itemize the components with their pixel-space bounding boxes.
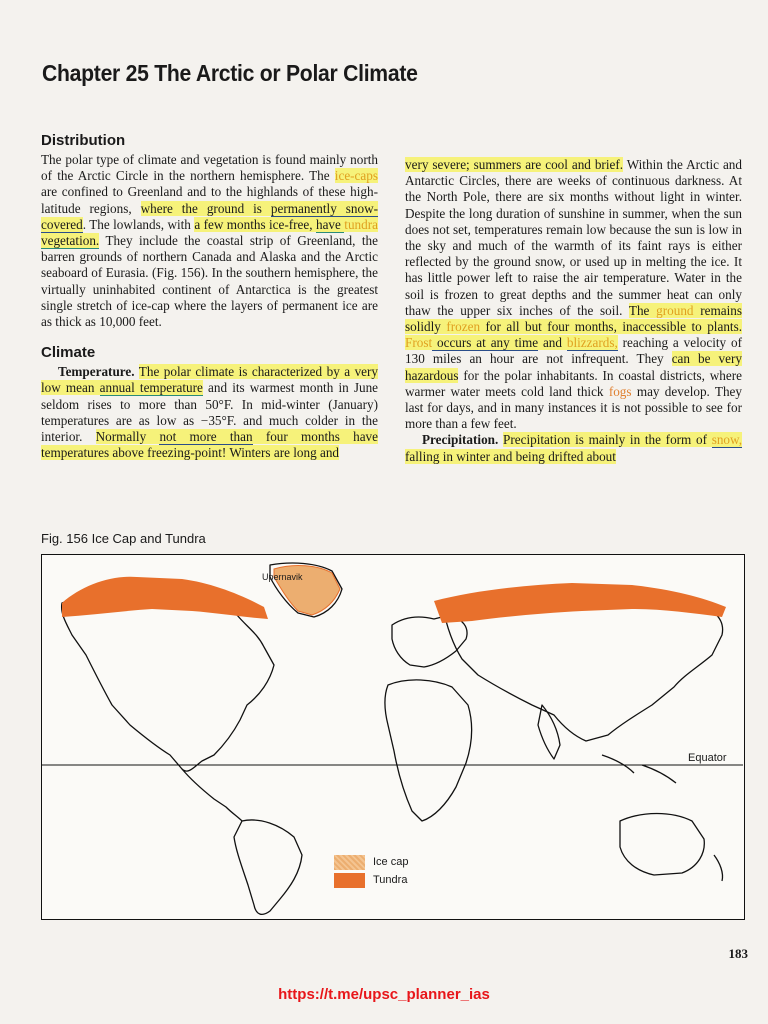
text-run: are confined to Greenland and to the highlands of these high-latitude regions, — [41, 184, 378, 216]
highlighted-text: four months have temperatures above freezing-point! Winters are long and — [41, 429, 379, 461]
highlighted-term: ice-caps — [334, 168, 378, 184]
highlighted-text: a few months ice-free, — [194, 216, 316, 232]
tundra-north-america — [62, 577, 268, 619]
underlined-text: have — [315, 216, 345, 232]
highlighted-text: very severe; summers are cool and brief. — [405, 157, 624, 172]
highlighted-text: Normally — [95, 429, 160, 445]
underlined-text: annual temperature — [99, 380, 203, 396]
equator-label: Equator — [688, 752, 727, 764]
text-run: for the polar inhabitants. In coastal districts, where warmer water meets cold land thick — [405, 367, 742, 399]
highlighted-term: ground — [656, 302, 694, 318]
tundra-swatch — [334, 873, 365, 888]
underlined-text: vegetation. — [41, 233, 100, 249]
text-run: They include the coastal strip of Greenland, the barren grounds of northern Canada and Alaska and the Arctic seaboard of Eurasia. (Fig. 156). In the southern hemisphere, the virtually uninhabited continent of Antarctica is the greatest single stretch of ice-cap where the layers of permanent ice are as thick as 10,000 feet. — [41, 233, 378, 330]
legend-label: Ice cap — [373, 856, 409, 868]
precipitation-paragraph — [405, 432, 742, 464]
legend-item-ice-cap — [334, 853, 408, 871]
legend-label: Tundra — [373, 874, 408, 886]
ice-cap-swatch — [334, 855, 365, 870]
highlighted-term: Frost — [405, 335, 433, 351]
figure-caption: Fig. 156 Ice Cap and Tundra — [41, 531, 206, 546]
temperature-paragraph — [41, 364, 378, 461]
highlighted-term: blizzards, — [566, 335, 618, 351]
tundra-eurasia — [434, 583, 726, 623]
highlighted-text: of — [696, 432, 712, 448]
left-column — [41, 132, 378, 461]
distribution-heading: Distribution — [41, 132, 126, 149]
world-map-figure — [41, 554, 745, 920]
europe-outline — [392, 615, 467, 667]
highlighted-text: for all but four months, inaccessible to plants. — [480, 319, 743, 335]
highlighted-text: can be very hazardous — [405, 351, 742, 383]
highlighted-text: falling in winter and being drifted about — [405, 448, 616, 464]
right-column — [405, 157, 742, 465]
temperature-label: Temperature. — [58, 364, 135, 380]
climate-continued-paragraph — [405, 157, 742, 432]
highlighted-text: remains solidly — [405, 302, 742, 335]
highlighted-text: The — [628, 302, 657, 318]
footer-link[interactable]: https://t.me/upsc_planner_ias — [278, 986, 490, 1003]
text-run: and its warmest month in June seldom rises to more than 50°F. In mid-winter (January) temperatures are as low as −35°F. and much colder in the interior. — [41, 380, 379, 445]
map-legend — [334, 853, 408, 889]
underlined-text: permanently snow-covered — [41, 200, 379, 232]
highlighted-text: Precipitation is mainly in the form — [503, 432, 697, 448]
distribution-paragraph — [41, 152, 378, 330]
text-run: may develop. They last for days, and in many instances it is not possible to see for more than a few feet. — [405, 383, 742, 432]
climate-heading: Climate — [41, 344, 96, 362]
southeast-asia-islands — [602, 755, 676, 783]
north-america-outline — [62, 594, 274, 771]
highlighted-text: The polar climate is characterized by a very low mean — [41, 364, 378, 396]
new-zealand-outline — [714, 855, 723, 881]
australia-outline — [620, 814, 704, 876]
highlighted-term: fogs — [608, 383, 632, 399]
page-number: 183 — [728, 946, 748, 961]
highlighted-term: snow, — [711, 432, 742, 448]
text-run: Within the Arctic and Antarctic Circles, there are weeks of continuous darkness. At the North Pole, there are six months without light in winter. Despite the long duration of sunshine in summer, when the sun does not set, temperatures remain low because the sun is low in the sky and much of the warmth of its faint rays is either reflected by the ground snow, or used up in melting the ice. It has little power left to raise the air temperature. Water in the soil is frozen to great depths and the summer heat can only thaw the upper six inches of the soil. — [405, 157, 742, 318]
underlined-text: not more than — [159, 429, 253, 445]
text-run: The polar type of climate and vegetation is found mainly north of the Arctic Circle in the northern hemisphere. The — [41, 152, 378, 184]
precipitation-label: Precipitation. — [422, 432, 499, 448]
text-run: reaching a velocity of 130 miles an hour are not infrequent. They — [405, 335, 743, 367]
legend-item-tundra — [334, 871, 408, 889]
underlined-text: occurs at any time — [432, 335, 539, 351]
chapter-title: Chapter 25 The Arctic or Polar Climate — [42, 60, 418, 86]
highlighted-term: tundra — [344, 216, 378, 232]
africa-outline — [385, 680, 472, 821]
text-run: . The lowlands, with — [82, 216, 195, 232]
highlighted-text: and — [538, 335, 567, 351]
south-america-outline — [234, 820, 302, 914]
highlighted-term: frozen — [446, 319, 481, 335]
upernavik-label: Upernavik — [262, 572, 303, 582]
highlighted-text: where the ground is — [140, 200, 271, 216]
central-america-outline — [182, 769, 242, 821]
